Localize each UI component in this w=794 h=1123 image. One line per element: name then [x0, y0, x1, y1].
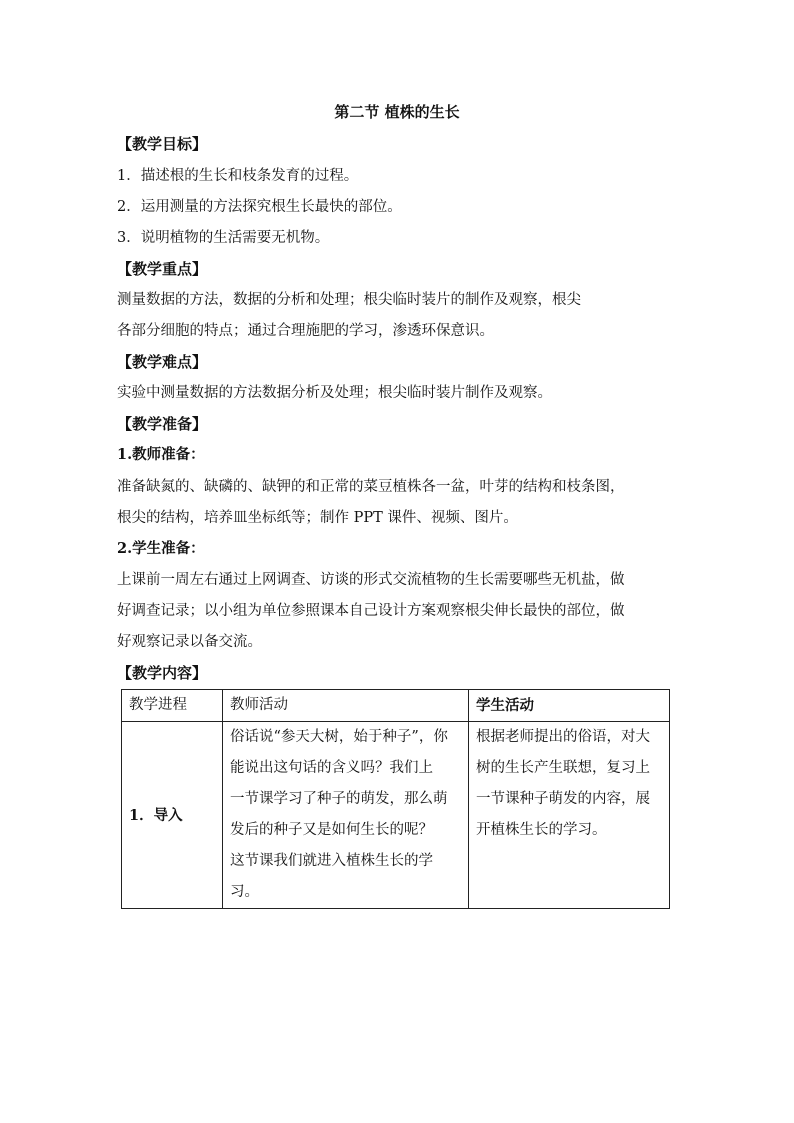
goals-heading: 【教学目标】	[117, 135, 208, 153]
preparation-heading: 【教学准备】	[117, 415, 208, 433]
header-teacher-activity: 教师活动	[223, 690, 469, 722]
student-prep-line-1: 上课前一周左右通过上网调查、访谈的形式交流植物的生长需要哪些无机盐，做	[117, 572, 625, 588]
difficulties-heading: 【教学难点】	[117, 353, 208, 371]
student-activity-line: 树的生长产生联想，复习上	[476, 760, 650, 776]
header-student-activity: 学生活动	[469, 690, 670, 722]
goal-item-1: 1．描述根的生长和枝条发育的过程。	[117, 168, 359, 184]
stage-cell: 1．导入	[122, 722, 223, 909]
student-prep-label: 2.学生准备：	[117, 540, 205, 557]
table-header-row	[122, 690, 670, 722]
page-title: 第二节 植株的生长	[334, 103, 460, 121]
teacher-activity-line: 俗话说“参天大树，始于种子”，你	[230, 729, 448, 745]
student-activity-cell	[469, 722, 670, 909]
teacher-activity-line: 习。	[230, 884, 259, 900]
key-points-line-1: 测量数据的方法，数据的分析和处理；根尖临时装片的制作及观察，根尖	[117, 292, 581, 308]
teacher-prep-line-2: 根尖的结构，培养皿坐标纸等；制作 PPT 课件、视频、图片。	[117, 510, 518, 526]
teacher-activity-cell	[223, 722, 469, 909]
student-activity-line: 一节课种子萌发的内容，展	[476, 791, 650, 807]
teacher-prep-label: 1.教师准备：	[117, 446, 205, 463]
student-prep-line-2: 好调查记录；以小组为单位参照课本自己设计方案观察根尖伸长最快的部位，做	[117, 603, 625, 619]
teacher-activity-line: 一节课学习了种子的萌发，那么萌	[230, 791, 448, 807]
teacher-prep-line-1: 准备缺氮的、缺磷的、缺钾的和正常的菜豆植株各一盆，叶芽的结构和枝条图，	[117, 479, 625, 495]
teacher-activity-line: 这节课我们就进入植株生长的学	[230, 853, 433, 869]
student-prep-line-3: 好观察记录以备交流。	[117, 634, 262, 650]
lesson-content-table	[121, 689, 670, 909]
difficulties-line-1: 实验中测量数据的方法数据分析及处理；根尖临时装片制作及观察。	[117, 385, 552, 401]
key-points-line-2: 各部分细胞的特点；通过合理施肥的学习，渗透环保意识。	[117, 323, 494, 339]
key-points-heading: 【教学重点】	[117, 260, 208, 278]
header-stage: 教学进程	[122, 690, 223, 722]
goal-item-3: 3．说明植物的生活需要无机物。	[117, 230, 330, 246]
teacher-activity-line: 发后的种子又是如何生长的呢？	[230, 822, 433, 838]
table-row	[122, 722, 670, 909]
content-heading: 【教学内容】	[117, 664, 208, 682]
teacher-activity-line: 能说出这句话的含义吗？我们上	[230, 760, 433, 776]
student-activity-line: 根据老师提出的俗语，对大	[476, 729, 650, 745]
goal-item-2: 2．运用测量的方法探究根生长最快的部位。	[117, 199, 402, 215]
student-activity-line: 开植株生长的学习。	[476, 822, 607, 838]
